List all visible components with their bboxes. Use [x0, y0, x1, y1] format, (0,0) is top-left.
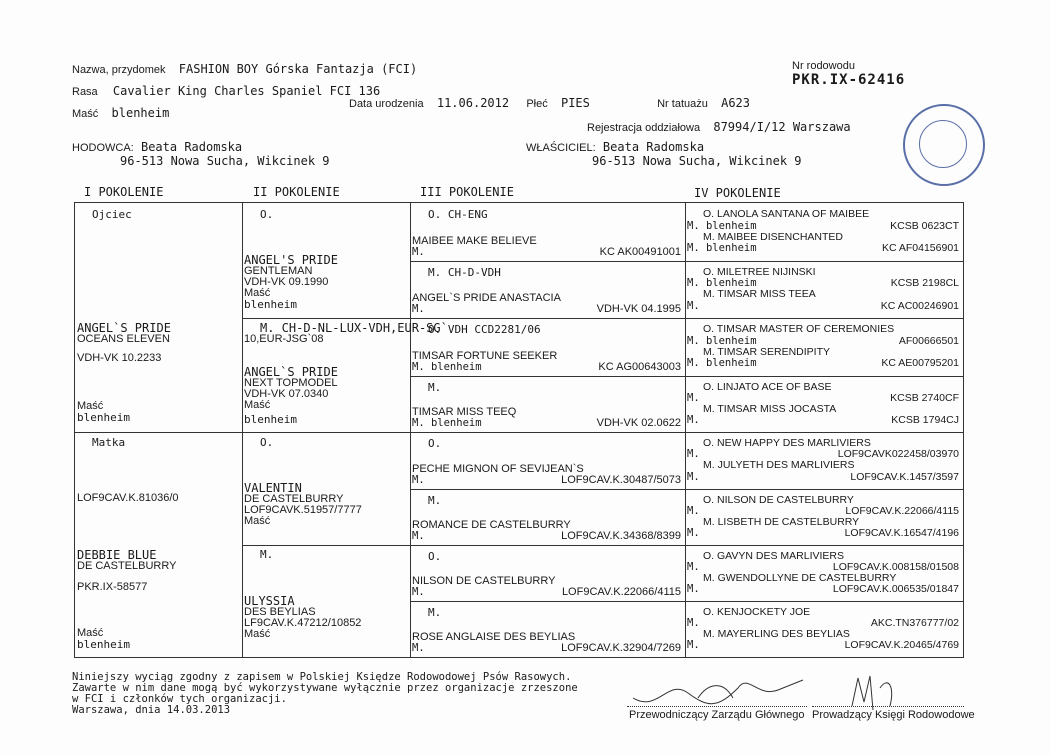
gen2-name2: GENTLEMAN [244, 265, 313, 277]
gen4-sire-reg: KCSB 2740CF [890, 392, 959, 404]
gen2-name2: NEXT TOPMODEL [244, 377, 338, 389]
owner-name: Beata Radomska [602, 140, 705, 154]
gen2-cell [244, 367, 338, 411]
footer-line2: Zawarte w nim dane mogą być wykorzystywane wyłącznie przez organizacje zrzeszone [72, 682, 578, 694]
gen2-name: VALENTIN [244, 481, 302, 495]
gen4-dam-color: M. [687, 527, 700, 539]
gen3-prefix: M. [428, 381, 442, 394]
gen4-dam-name: M. LISBETH DE CASTELBURRY [703, 516, 860, 528]
gen4-dam-color: M. blenheim [687, 242, 757, 254]
footer-line1: Niniejszy wyciąg zgodny z zapisem w Polskiej Księdze Rodowodowej Psów Rasowych. [72, 671, 572, 683]
gen4-dam-reg: KC AF04156901 [881, 242, 959, 254]
gen2-prefix: O. [260, 436, 274, 449]
gen2-prefix: M. [260, 548, 274, 561]
name-label: Nazwa, przydomek [72, 64, 166, 76]
gen2-color-label: Maść [244, 628, 271, 640]
birth-label: Data urodzenia [349, 98, 424, 110]
gen3-cell [412, 376, 683, 432]
gen4-dam-color: M. [687, 471, 700, 483]
footer-text [72, 672, 578, 716]
gen3-reg: LOF9CAV.K.30487/5073 [561, 474, 681, 486]
gen4-dam-name: M. GWENDOLLYNE DE CASTELBURRY [703, 572, 897, 584]
dam-name: DEBBIE BLUE [77, 548, 157, 562]
gen3-prefix: M. [428, 606, 442, 619]
gen4-dam-color: M. [687, 639, 700, 651]
breeder-block [72, 140, 330, 168]
gen4-dam-color: M. [687, 583, 700, 595]
gen4-cell [687, 432, 961, 489]
gen4-sire-reg: AKC.TN376777/02 [870, 617, 959, 629]
tattoo-label: Nr tatuażu [657, 98, 708, 110]
gen3-name: NILSON DE CASTELBURRY [412, 575, 556, 587]
gen4-dam-reg: KC AE00795201 [881, 357, 959, 369]
gen4-dam-reg: KC AC00246901 [880, 300, 959, 312]
registration-value: 87994/I/12 Warszawa [713, 120, 851, 134]
gen4-sire-color: M. [687, 561, 700, 573]
sire-color-label: Maść [77, 400, 104, 412]
sire-color-cell [77, 401, 130, 423]
gen3-color: M. [412, 303, 425, 315]
signature-1-caption: Przewodniczący Zarządu Głównego [629, 709, 805, 721]
gen3-color: M. [412, 530, 425, 542]
gen4-sire-reg: KCSB 2198CL [890, 277, 959, 289]
birth-row [349, 96, 750, 110]
owner-label: WŁAŚCICIEL: [526, 142, 596, 154]
gen3-reg: VDH-VK 02.0622 [596, 417, 681, 429]
gen4-dam-name: M. MAIBEE DISENCHANTED [703, 231, 844, 243]
col-divider-1 [242, 203, 243, 657]
tattoo-value: A623 [721, 96, 750, 110]
gen4-dam-reg: LOF9CAV.K.20465/4769 [844, 639, 959, 651]
gen3-prefix: M. [428, 494, 442, 507]
gen2-color-label: Maść [244, 515, 271, 527]
gen4-dam-name: M. TIMSAR MISS TEEA [703, 288, 816, 300]
gen3-name: TIMSAR MISS TEEQ [412, 406, 517, 418]
gen4-sire-name: O. TIMSAR MASTER OF CEREMONIES [703, 323, 895, 335]
gen3-color: M. blenheim [412, 361, 482, 373]
gen4-sire-name: O. NEW HAPPY DES MARLIVIERS [703, 437, 871, 449]
dam-color-label: Maść [77, 627, 104, 639]
footer-line3: w FCI i członków tych organizacji. [72, 693, 287, 705]
gen4-sire-name: O. KENJOCKETY JOE [703, 606, 811, 618]
sex-value: PIES [560, 96, 590, 110]
gen2-reg: VDH-VK 09.1990 [244, 276, 329, 288]
gen3-reg: KC AK00491001 [599, 246, 681, 258]
gen3-cell [412, 545, 683, 601]
gen2-prefix-line1: M. CH-D-NL-LUX-VDH,EUR-SG` [260, 321, 448, 335]
sire-reg: VDH-VK 10.2233 [77, 352, 162, 364]
sex-label: Płeć [526, 98, 548, 110]
footer-line4: Warszawa, dnia 14.03.2013 [72, 704, 231, 716]
gen4-dam-name: M. JULYETH DES MARLIVIERS [703, 459, 855, 471]
gen4-dam-reg: LOF9CAV.K.16547/4196 [844, 527, 959, 539]
dam-color: blenheim [77, 638, 130, 651]
dam-label: Matka [92, 436, 126, 449]
gen3-reg: LOF9CAV.K.22066/4115 [561, 586, 681, 598]
sire-name2: OCEANS ELEVEN [77, 333, 170, 345]
gen4-dam-reg: LOF9CAV.K.006535/01847 [832, 583, 959, 595]
breed-row [72, 84, 380, 98]
gen3-name: PECHE MIGNON OF SEVIJEAN`S [412, 463, 584, 475]
gen4-cell [687, 261, 961, 318]
gen3-name: ANGEL`S PRIDE ANASTACIA [412, 292, 561, 304]
pedigree-no-label: Nr rodowodu [792, 60, 855, 72]
gen4-dam-color: M. [687, 300, 700, 312]
gen2-color: blenheim [244, 413, 297, 426]
official-stamp [903, 104, 985, 186]
dog-name: FASHION BOY Górska Fantazja (FCI) [178, 62, 418, 76]
gen4-sire-name: O. LANOLA SANTANA OF MAIBEE [703, 208, 870, 220]
gen4-dam-name: M. MAYERLING DES BEYLIAS [703, 628, 850, 640]
gen4-sire-name: O. MILETREE NIJINSKI [703, 266, 816, 278]
gen3-reg: LOF9CAV.K.34368/8399 [561, 530, 681, 542]
gen2-name: ULYSSIA [244, 594, 295, 608]
gen3-cell [412, 203, 683, 261]
gen-header-4: IV POKOLENIE [694, 186, 781, 200]
birth-value: 11.06.2012 [436, 96, 510, 110]
gen4-dam-name: M. TIMSAR SERENDIPITY [703, 346, 830, 358]
gen2-name2: DES BEYLIAS [244, 606, 316, 618]
gen4-sire-color: M. [687, 392, 700, 404]
gen3-prefix: O. [428, 550, 442, 563]
gen4-sire-reg: LOF9CAV.K.22066/4115 [845, 505, 959, 517]
gen4-dam-name: M. TIMSAR MISS JOCASTA [703, 403, 837, 415]
pedigree-no-value: PKR.IX-62416 [792, 72, 906, 88]
gen3-reg: LOF9CAV.K.32904/7269 [561, 642, 681, 654]
gen4-cell [687, 376, 961, 432]
gen4-cell [687, 545, 961, 601]
dam-cell [77, 550, 176, 593]
gen-header-3: III POKOLENIE [420, 185, 514, 199]
breeder-label: HODOWCA: [72, 142, 134, 154]
gen2-reg: LOF9CAVK.51957/7777 [244, 504, 362, 516]
gen4-sire-color: M. [687, 617, 700, 629]
sire-color: blenheim [77, 411, 130, 424]
gen4-sire-reg: LOF9CAVK022458/03970 [837, 448, 959, 460]
sire-label: Ojciec [92, 208, 132, 221]
gen4-sire-color: M. blenheim [687, 220, 757, 232]
gen-header-1: I POKOLENIE [84, 185, 164, 199]
color-value: blenheim [111, 106, 170, 120]
owner-address: 96-513 Nowa Sucha, Wikcinek 9 [592, 154, 802, 168]
gen3-reg: VDH-VK 04.1995 [596, 303, 681, 315]
gen3-prefix: M. CH-D-VDH [428, 266, 501, 279]
gen2-prefix-line2: 10,EUR-JSG`08 [244, 333, 324, 345]
breeder-address: 96-513 Nowa Sucha, Wikcinek 9 [120, 154, 330, 168]
gen4-dam-color: M. blenheim [687, 357, 757, 369]
gen3-name: TIMSAR FORTUNE SEEKER [412, 350, 558, 362]
gen2-color: blenheim [244, 298, 297, 311]
gen2-color-label: Maść [244, 399, 271, 411]
gen2-prefix: O. [260, 208, 274, 221]
sire-cell [77, 323, 171, 364]
gen3-color: M. [412, 642, 425, 654]
gen3-prefix: O. VDH CCD2281/06 [428, 323, 541, 336]
gen3-cell [412, 318, 683, 376]
gen4-sire-reg: KCSB 0623CT [890, 220, 959, 232]
breeder-name: Beata Radomska [140, 140, 243, 154]
registration-label: Rejestracja oddziałowa [587, 122, 701, 134]
dam-reg: PKR.IX-58577 [77, 581, 148, 593]
dam-name2: DE CASTELBURRY [77, 560, 177, 572]
gen4-dam-reg: KCSB 1794CJ [891, 414, 959, 426]
gen3-color: M. [412, 246, 425, 258]
gen3-cell [412, 432, 683, 489]
gen4-sire-color: M. blenheim [687, 335, 757, 347]
gen4-cell [687, 489, 961, 545]
registration-row [587, 120, 851, 134]
gen2-color-label: Maść [244, 287, 271, 299]
gen2-cell [244, 596, 361, 640]
gen4-sire-reg: LOF9CAV.K.008158/01508 [832, 561, 959, 573]
gen4-cell [687, 318, 961, 376]
gen3-reg: KC AG00643003 [598, 361, 681, 373]
gen3-color: M. blenheim [412, 417, 482, 429]
gen3-name: MAIBEE MAKE BELIEVE [412, 235, 537, 247]
gen4-sire-name: O. LINJATO ACE OF BASE [703, 381, 832, 393]
gen4-sire-name: O. GAVYN DES MARLIVIERS [703, 550, 845, 562]
gen3-cell [412, 489, 683, 545]
dam-reg-top: LOF9CAV.K.81036/0 [77, 492, 179, 504]
gen3-cell [412, 601, 683, 657]
gen2-cell [244, 483, 362, 527]
name-row [72, 62, 417, 76]
gen4-sire-color: M. blenheim [687, 277, 757, 289]
gen3-name: ROSE ANGLAISE DES BEYLIAS [412, 631, 576, 643]
gen-header-2: II POKOLENIE [253, 185, 340, 199]
gen3-prefix: O. CH-ENG [428, 208, 488, 221]
col-divider-2 [410, 203, 411, 657]
pedigree-table [74, 202, 964, 658]
gen2-name: ANGEL`S PRIDE [244, 365, 338, 379]
color-label: Maść [72, 108, 99, 120]
gen4-sire-color: M. [687, 505, 700, 517]
signature-2-caption: Prowadzący Księgi Rodowodowe [812, 709, 975, 721]
gen2-name: ANGEL'S PRIDE [244, 253, 338, 267]
gen4-dam-color: M. [687, 414, 700, 426]
gen4-dam-reg: LOF9CAV.K.1457/3597 [850, 471, 959, 483]
breed-label: Rasa [72, 86, 98, 98]
gen4-sire-name: O. NILSON DE CASTELBURRY [703, 494, 854, 506]
gen4-sire-reg: AF00666501 [898, 335, 959, 347]
dam-color-cell [77, 628, 130, 650]
gen4-cell [687, 203, 961, 261]
gen3-name: ROMANCE DE CASTELBURRY [412, 519, 571, 531]
gen2-reg: LF9CAV.K.47212/10852 [244, 617, 362, 629]
gen3-cell [412, 261, 683, 318]
gen2-cell [244, 255, 338, 310]
breed-value: Cavalier King Charles Spaniel FCI 136 [112, 84, 381, 98]
color-row [72, 106, 169, 120]
owner-block [526, 140, 802, 168]
col-divider-3 [685, 203, 686, 657]
gen2-reg: VDH-VK 07.0340 [244, 388, 329, 400]
gen3-prefix: O. [428, 437, 442, 450]
gen4-sire-color: M. [687, 448, 700, 460]
gen3-color: M. [412, 586, 425, 598]
sire-name: ANGEL`S PRIDE [77, 321, 171, 335]
gen2-name2: DE CASTELBURRY [244, 493, 344, 505]
gen4-cell [687, 601, 961, 657]
gen3-color: M. [412, 474, 425, 486]
